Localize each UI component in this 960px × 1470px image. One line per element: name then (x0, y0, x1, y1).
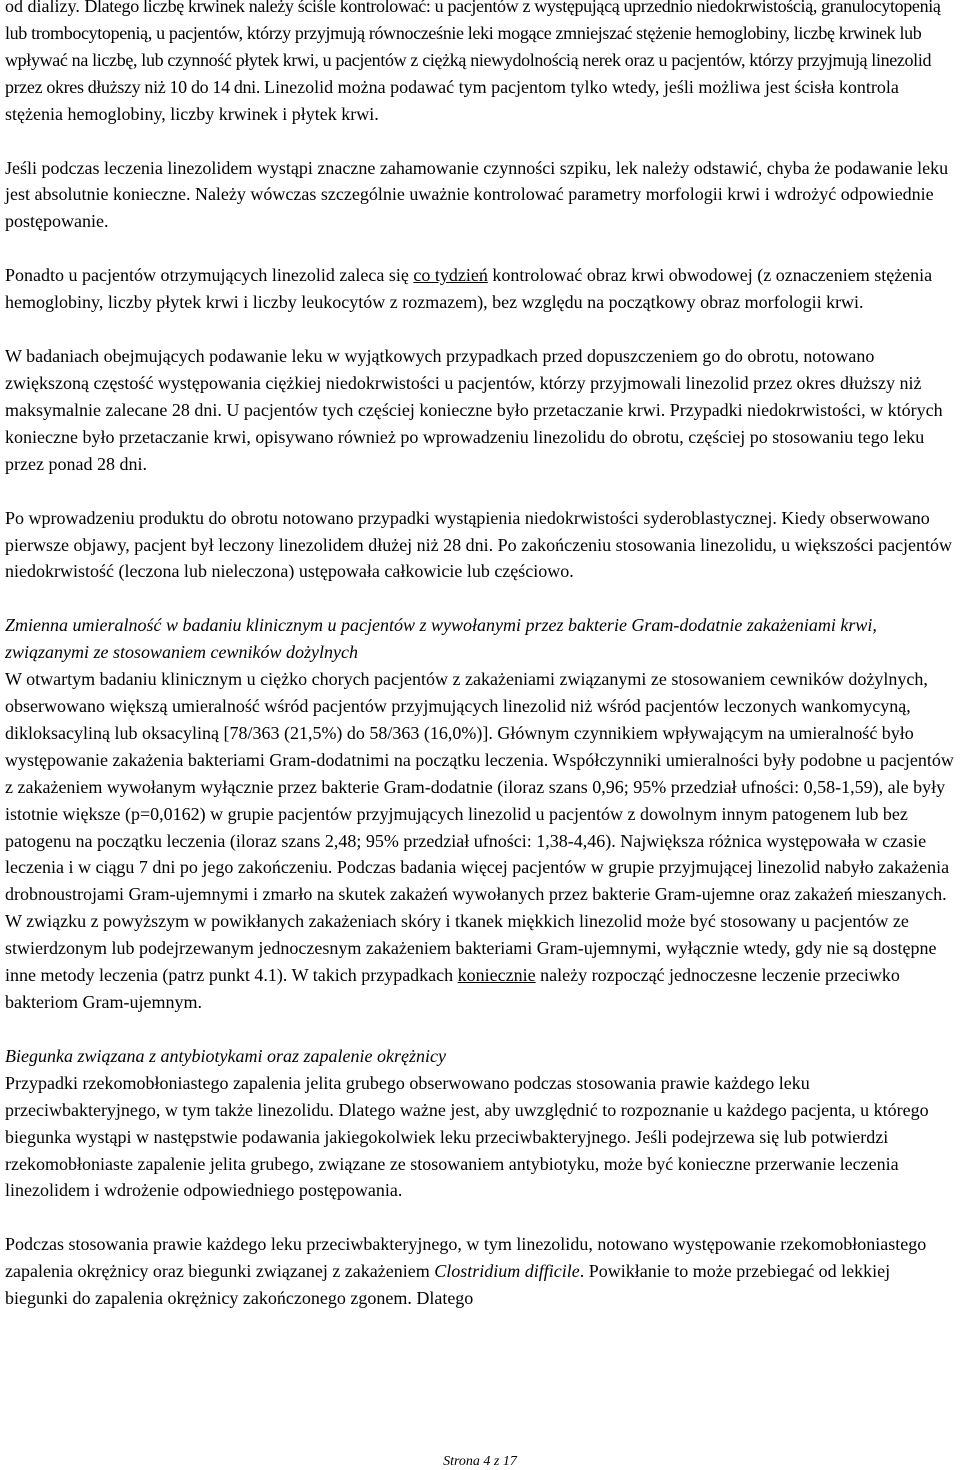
paragraph-anemia-studies: W badaniach obejmujących podawanie leku w wyjątkowych przypadkach przed dopuszczeniem go do obrotu, notowano zwiększoną częstość występowania ciężkiej niedokrwistości u pacjentów, którzy przyjmowali linezolid przez okres dłuższy niż maksymalnie zalecane 28 dni. U pacjentów tych częściej konieczne było przetaczanie krwi. Przypadki niedokrwistości, w których konieczne było przetaczanie krwi, opisywano również po wprowadzeniu linezolidu do obrotu, częściej po stosowaniu tego leku przez ponad 28 dni. (5, 346, 943, 474)
paragraph-fragment: Podczas stosowania prawie każdego leku przeciwbakteryjnego, w tym linezolidu, notowano występowanie rzekomobłoniastego zapalenia okrężnicy oraz biegunki związanej z zakażeniem (5, 1234, 927, 1282)
document-page (5, 0, 957, 1312)
paragraph-fragment: kontrolować obraz krwi obwodowej (z oznaczeniem stężenia hemoglobiny, liczby płytek krwi i liczby leukocytów z rozmazem), bez względu na początkowy obraz morfologii krwi. (5, 265, 933, 313)
paragraph-blood-count-monitoring (5, 0, 957, 128)
section-mortality (5, 612, 957, 1016)
paragraph-fragment: . Powikłanie to może przebiegać od lekkiej biegunki do zapalenia okrężnicy zakończonego zgonem. Dlatego (5, 1261, 891, 1309)
section-heading-diarrhea: Biegunka związana z antybiotykami oraz zapalenie okrężnicy (5, 1045, 446, 1066)
paragraph-fragment: należy rozpocząć jednoczesne leczenie przeciwko bakteriom Gram-ujemnym. (5, 965, 900, 1012)
section-heading-mortality: Zmienna umieralność w badaniu klinicznym u pacjentów z wywołanymi przez bakterie Gram-dodatnie zakażeniami krwi, związanymi ze stosowaniem cewników dożylnych (5, 615, 877, 663)
section-body-mortality (5, 666, 957, 1016)
paragraph-clostridium (5, 1231, 957, 1312)
page-number-footer: Strona 4 z 17 (443, 1454, 517, 1469)
paragraph-fragment: Linezolid można podawać tym pacjentom tylko wtedy, jeśli możliwa jest ścisła kontrola stężenia hemoglobiny, liczby krwinek i płytek krwi. (5, 76, 899, 124)
underlined-phrase-weekly: co tydzień (413, 265, 488, 286)
italic-organism-name: Clostridium difficile (434, 1261, 580, 1282)
paragraph-fragment: Ponadto u pacjentów otrzymujących linezolid zaleca się (5, 265, 414, 286)
paragraph-fragment-compressed: Dlatego liczbę krwinek należy ściśle kontrolować: u pacjentów z występującą uprzednio niedokrwistością, granulocytopenią lub trombocytopenią, u pacjentów, którzy przyjmują równocześnie leki mogące zmniejszać stężenie hemoglobiny, liczbę krwinek lub wpływać na liczbę, lub czynność płytek krwi, u pacjentów z ciężką niewydolnością nerek oraz u pacjentów, którzy przyjmują linezolid przez okres dłuższy niż 10 do 14 dni. (5, 0, 941, 97)
paragraph-fragment: od dializy. (5, 0, 85, 16)
underlined-word-koniecznie: koniecznie (457, 965, 536, 986)
paragraph-fragment: W otwartym badaniu klinicznym u ciężko chorych pacjentów z zakażeniami związanymi ze stosowaniem cewników dożylnych, obserwowano większą umieralność wśród pacjentów przyjmujących linezolid niż wśród pacjentów leczonych wankomycyną, dikloksacyliną lub oksacyliną [78/363 (21,5%) do 58/363 (16,0%)]. Głównym czynnikiem wpływającym na umieralność było występowanie zakażenia bakteriami Gram-dodatnimi na początku leczenia. Współczynniki umieralności były podobne u pacjentów z zakażeniem wywołanym wyłącznie przez bakterie Gram-dodatnie (iloraz szans 0,96; 95% przedział ufności: 0,58-1,59), ale były istotnie większe (p=0,0162) w grupie pacjentów przyjmujących linezolid u pacjentów z dowolnym innym patogenem lub bez patogenu na początku leczenia (iloraz szans 2,48; 95% przedział ufności: 1,38-4,46). Największa różnica występowała w czasie leczenia i w ciągu 7 dni po jego zakończeniu. Podczas badania więcej pacjentów w grupie przyjmującej linezolid nabyło zakażenia drobnoustrojami Gram-ujemnymi i zmarło na skutek zakażeń wywołanych przez bakterie Gram-ujemne oraz zakażeń mieszanych. W związku z powyższym w powikłanych zakażeniach skóry i tkanek miękkich linezolid może być stosowany u pacjentów ze stwierdzonym lub podejrzewanym jednoczesnym zakażeniem bakteriami Gram-ujemnymi, wyłącznie wtedy, gdy nie są dostępne inne metody leczenia (patrz punkt 4.1). W takich przypadkach (5, 669, 954, 986)
paragraph-bone-marrow-suppression: Jeśli podczas leczenia linezolidem wystąpi znaczne zahamowanie czynności szpiku, lek należy odstawić, chyba że podawanie leku jest absolutnie konieczne. Należy wówczas szczególnie uważnie kontrolować parametry morfologii krwi i wdrożyć odpowiednie postępowanie. (5, 157, 949, 232)
section-body-diarrhea: Przypadki rzekomobłoniastego zapalenia jelita grubego obserwowano podczas stosowania prawie każdego leku przeciwbakteryjnego, w tym także linezolidu. Dlatego ważne jest, aby uwzględnić to rozpoznanie u każdego pacjenta, u którego biegunka wystąpi w następstwie podawania jakiegokolwiek leku przeciwbakteryjnego. Jeśli podejrzewa się lub potwierdzi rzekomobłoniaste zapalenie jelita grubego, związane ze stosowaniem antybiotyku, może być konieczne przerwanie leczenia linezolidem i wdrożenie odpowiedniego postępowania. (5, 1072, 929, 1201)
paragraph-sideroblastic-anemia: Po wprowadzeniu produktu do obrotu notowano przypadki wystąpienia niedokrwistości syderoblastycznej. Kiedy obserwowano pierwsze objawy, pacjent był leczony linezolidem dłużej niż 28 dni. Po zakończeniu stosowania linezolidu, u większości pacjentów niedokrwistość (leczona lub nieleczona) ustępowała całkowicie lub częściowo. (5, 507, 953, 582)
section-diarrhea (5, 1043, 957, 1204)
paragraph-weekly-monitoring (5, 262, 957, 316)
